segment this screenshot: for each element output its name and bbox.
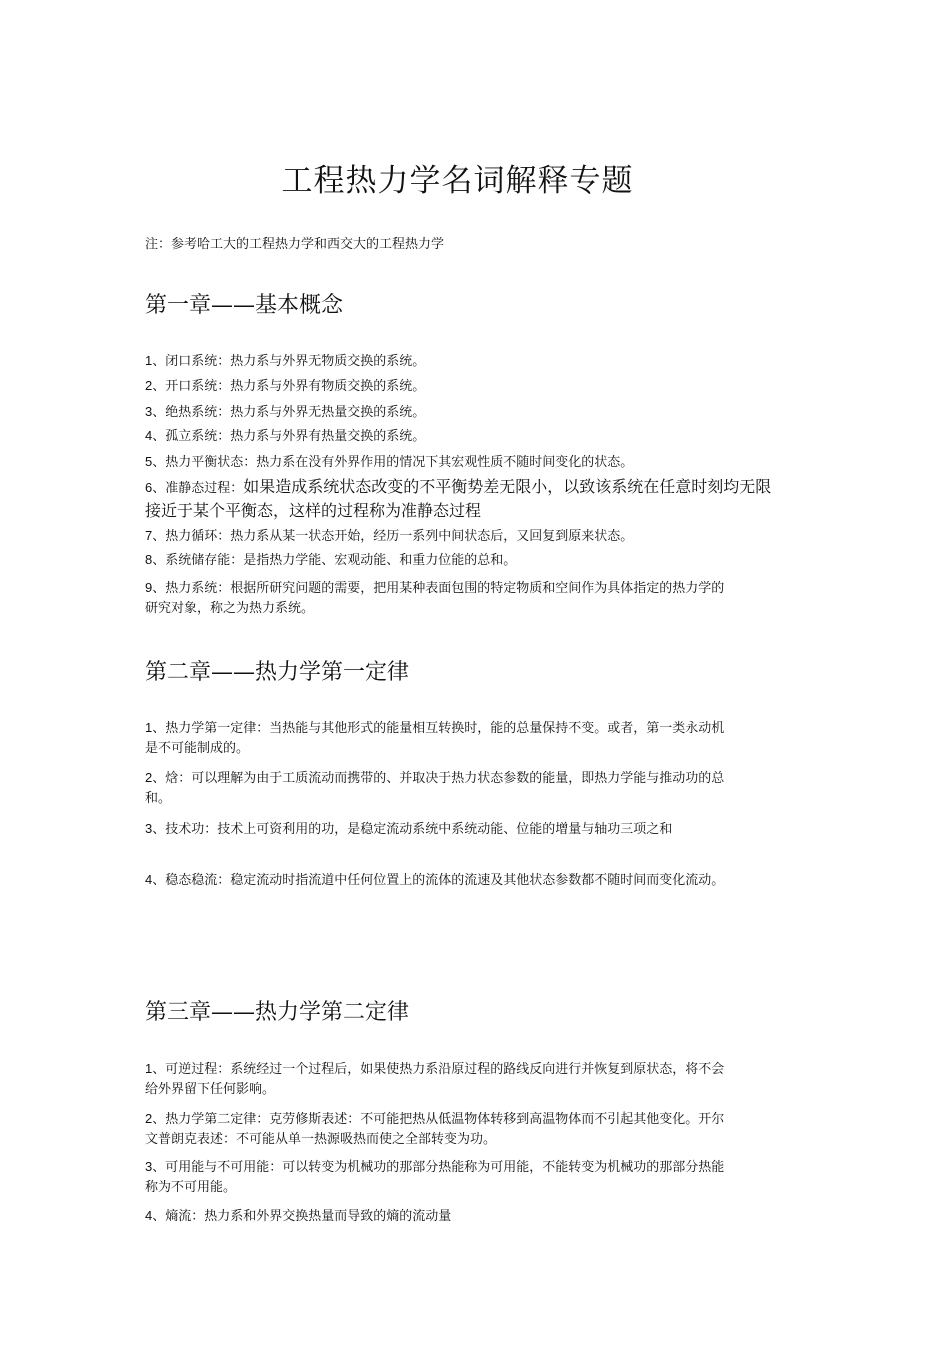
item-text: 、闭口系统：热力系与外界无物质交换的系统。 xyxy=(152,354,426,369)
item-number: 2 xyxy=(145,1111,153,1126)
chapter-1-item-1 xyxy=(145,351,735,372)
chapter-3-heading: 第三章——热力学第二定律 xyxy=(145,1000,410,1025)
item-number: 3 xyxy=(145,404,153,419)
chapter-3-item-2 xyxy=(145,1109,735,1150)
chapter-2-item-2 xyxy=(145,768,735,809)
reference-note: 注：参考哈工大的工程热力学和西交大的工程热力学 xyxy=(145,237,445,252)
item-number: 4 xyxy=(145,872,153,887)
item-number: 3 xyxy=(145,1159,153,1174)
item-text: 、热力学第一定律：当热能与其他形式的能量相互转换时，能的总量保持不变。或者，第一类永动机是不可能制成的。 xyxy=(145,721,725,756)
chapter-1-item-8 xyxy=(145,550,735,571)
item-text: 、孤立系统：热力系与外界有热量交换的系统。 xyxy=(152,429,426,444)
item-number: 7 xyxy=(145,528,153,543)
item-number: 8 xyxy=(145,552,153,567)
item-number: 1 xyxy=(145,720,153,735)
item-number: 5 xyxy=(145,454,153,469)
chapter-2-item-1 xyxy=(145,718,735,759)
item-text: 、熵流：热力系和外界交换热量而导致的熵的流动量 xyxy=(152,1209,452,1224)
item-number: 1 xyxy=(145,353,153,368)
chapter-1-item-9 xyxy=(145,578,735,619)
chapter-1-item-5 xyxy=(145,452,735,473)
chapter-3-item-3 xyxy=(145,1157,735,1198)
item-number: 6 xyxy=(145,480,153,495)
item-number: 2 xyxy=(145,770,153,785)
chapter-1-item-4 xyxy=(145,426,735,447)
item-text-large: 如果造成系统状态改变的不平衡势差无限小，以致该系统在任意时刻均无限接近于某个平衡态，这样的过程称为准静态过程 xyxy=(145,477,772,520)
item-text: 、开口系统：热力系与外界有物质交换的系统。 xyxy=(152,379,426,394)
item-number: 4 xyxy=(145,428,153,443)
chapter-1-heading: 第一章——基本概念 xyxy=(145,293,344,318)
item-text: 、技术功：技术上可资利用的功，是稳定流动系统中系统动能、位能的增量与轴功三项之和 xyxy=(152,822,673,837)
item-text: 、热力学第二定律：克劳修斯表述：不可能把热从低温物体转移到高温物体而不引起其他变化。开尔文普朗克表述：不可能从单一热源吸热而使之全部转变为功。 xyxy=(145,1112,725,1147)
chapter-2-heading: 第二章——热力学第一定律 xyxy=(145,660,410,685)
item-number: 2 xyxy=(145,378,153,393)
item-number: 3 xyxy=(145,821,153,836)
item-number: 9 xyxy=(145,580,153,595)
item-text: 、热力系统：根据所研究问题的需要，把用某种表面包围的特定物质和空间作为具体指定的热力学的研究对象，称之为热力系统。 xyxy=(145,581,725,616)
chapter-2-item-4 xyxy=(145,870,735,891)
item-text: 、系统储存能：是指热力学能、宏观动能、和重力位能的总和。 xyxy=(152,553,517,568)
item-text: 、热力循环：热力系从某一状态开始，经历一系列中间状态后，又回复到原来状态。 xyxy=(152,529,634,544)
item-number: 1 xyxy=(145,1061,153,1076)
chapter-3-item-1 xyxy=(145,1059,735,1100)
item-text: 、稳态稳流：稳定流动时指流道中任何位置上的流体的流速及其他状态参数都不随时间而变化流动。 xyxy=(152,873,725,888)
item-text: 、可用能与不可用能：可以转变为机械功的那部分热能称为可用能，不能转变为机械功的那部分热能称为不可用能。 xyxy=(145,1160,725,1195)
chapter-1-item-3 xyxy=(145,402,735,423)
chapter-1-item-6 xyxy=(145,476,785,524)
item-text: 、热力平衡状态：热力系在没有外界作用的情况下其宏观性质不随时间变化的状态。 xyxy=(152,455,634,470)
chapter-2-item-3 xyxy=(145,819,735,840)
item-number: 4 xyxy=(145,1208,153,1223)
chapter-1-item-2 xyxy=(145,376,735,397)
item-text: 、焓：可以理解为由于工质流动而携带的、并取决于热力状态参数的能量，即热力学能与推动功的总和。 xyxy=(145,771,725,806)
chapter-3-item-4 xyxy=(145,1206,735,1227)
item-text: 、绝热系统：热力系与外界无热量交换的系统。 xyxy=(152,405,426,420)
item-text: 、可逆过程：系统经过一个过程后，如果使热力系沿原过程的路线反向进行并恢复到原状态，将不会给外界留下任何影响。 xyxy=(145,1062,725,1097)
document-title: 工程热力学名词解释专题 xyxy=(281,163,634,199)
chapter-1-item-7 xyxy=(145,526,735,547)
item-text: 、准静态过程： xyxy=(152,481,244,496)
